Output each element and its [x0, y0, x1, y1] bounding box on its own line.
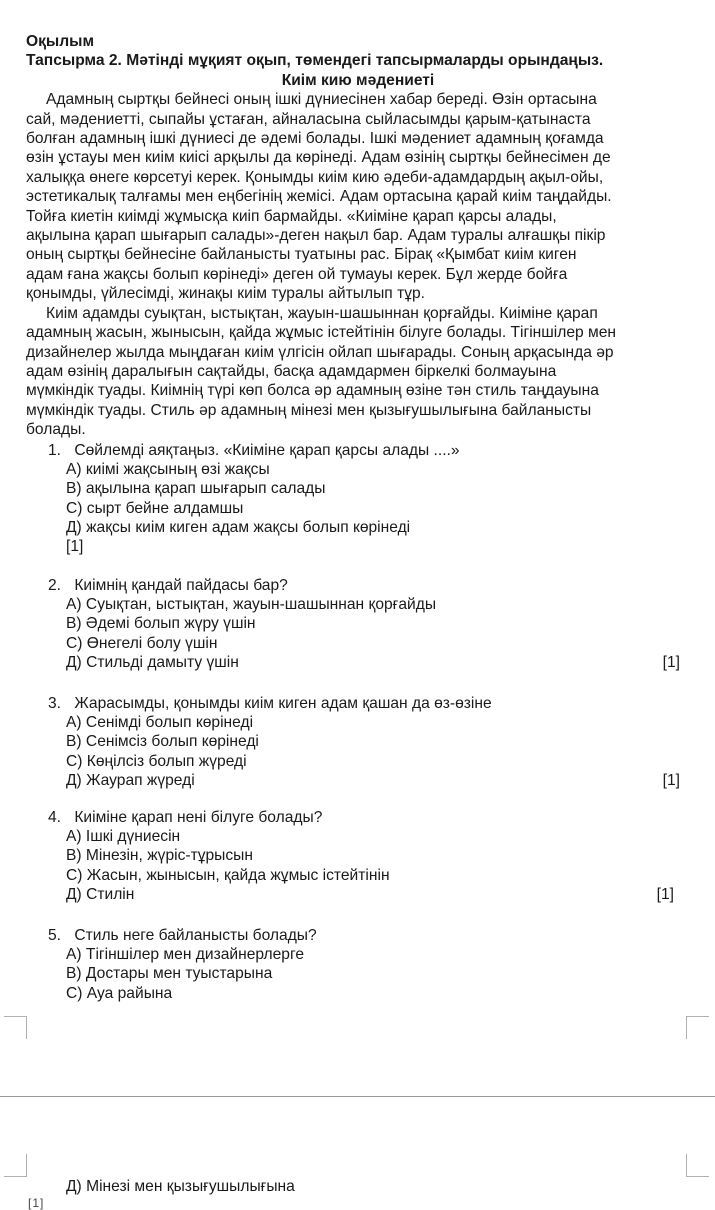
option-d-text: Д) Жаурап жүреді — [66, 771, 195, 789]
page-break-divider — [0, 1096, 715, 1097]
option-d-text: Д) Стильді дамыту үшін — [66, 653, 239, 671]
option-a: А) киімі жақсының өзі жақсы — [66, 461, 270, 479]
question-number: 5. — [48, 927, 62, 944]
crop-mark-bottom-left — [4, 1154, 27, 1177]
option-b: В) Сенімсіз болып көрінеді — [66, 733, 259, 751]
text-line: болады. — [26, 421, 86, 439]
option-d: Д) жақсы киім киген адам жақсы болып көрінеді — [66, 518, 411, 536]
cut-off-score-mark: [1] — [28, 1196, 45, 1210]
text-line: эстетикалық талғамы мен еңбегінің жемісі. Адам ортасына қарай киім таңдайды. — [26, 188, 612, 206]
text-line: адамның жасын, жынысын, қайда жұмыс істейтінін білуге болады. Тігіншілер мен — [26, 324, 617, 342]
paragraph-2 — [26, 304, 690, 440]
option-a: А) Ішкі дүниесін — [66, 828, 181, 846]
option-b: В) Достары мен туыстарына — [66, 965, 273, 983]
option-b: В) ақылына қарап шығарып салады — [66, 480, 326, 498]
score-mark: [1] — [662, 771, 680, 789]
question-3 — [48, 694, 680, 790]
option-d-question-5: Д) Мінезі мен қызығушылығына — [66, 1178, 295, 1195]
option-d — [48, 885, 680, 904]
question-text: Киімнің қандай пайдасы бар? — [74, 577, 288, 594]
section-heading: Оқылым — [26, 33, 95, 50]
task-heading: Тапсырма 2. Мәтінді мұқият оқып, төмендегі тапсырмаларды орындаңыз. — [26, 52, 604, 70]
question-2 — [48, 576, 680, 672]
question-1 — [48, 441, 680, 556]
question-prompt — [48, 441, 680, 460]
crop-mark-top-right — [686, 1016, 709, 1039]
option-c: С) Ауа райына — [66, 984, 173, 1002]
text-line: халыққа өнеге көрсетуі керек. Қонымды киім кию әдеби-адамдардың ақыл-ойы, — [26, 168, 604, 186]
option-b: В) Мінезін, жүріс-тұрысын — [66, 847, 254, 865]
question-prompt — [48, 808, 680, 827]
crop-mark-bottom-right — [686, 1154, 709, 1177]
question-number: 3. — [48, 695, 62, 712]
text-line: адам өзінің даралығын сақтайды, басқа адамдармен біркелкі болмауына — [26, 362, 557, 380]
text-line: мүмкіндік туады. Стиль әр адамның мінезі мен қызығушылығына байланысты — [26, 401, 592, 419]
question-prompt — [48, 926, 680, 945]
question-text: Сөйлемді аяқтаңыз. «Киіміне қарап қарсы алады ....» — [74, 442, 460, 459]
text-title: Киім кию мәдениеті — [281, 71, 435, 89]
text-line: болған адамның ішкі дүниесі де әдемі болады. Ішкі мәдениет адамның қоғамда — [26, 130, 604, 148]
option-a: А) Сенімді болып көрінеді — [66, 714, 254, 732]
text-line: сай, мәдениетті, сыпайы ұстаған, айналасына сыйласымды қарым-қатынаста — [26, 110, 591, 128]
question-5 — [48, 926, 680, 1003]
option-c: С) Көңілсіз болып жүреді — [66, 752, 247, 770]
question-number: 1. — [48, 442, 62, 459]
option-c: С) Өнегелі болу үшін — [66, 634, 218, 652]
text-line: өзін ұстауы мен киім киісі арқылы да көрінеді. Адам өзінің сыртқы бейнесімен де — [26, 149, 611, 167]
text-line: мүмкіндік туады. Киімнің түрі көп болса әр адамның өзіне тән стиль таңдауына — [26, 382, 599, 400]
crop-mark-top-left — [4, 1016, 27, 1039]
option-c: С) Жасын, жынысын, қайда жұмыс істейтінін — [66, 866, 390, 884]
text-line: Адамның сыртқы бейнесі оның ішкі дүниесінен хабар береді. Өзін ортасына — [46, 91, 597, 109]
question-text: Киіміне қарап нені білуге болады? — [74, 809, 323, 826]
text-line: ақылына қарап шығарып салады»-деген нақыл бар. Адам туралы алғашқы пікір — [26, 227, 606, 245]
question-number: 2. — [48, 577, 62, 594]
text-line: қонымды, үйлесімді, жинақы киім туралы айтылып тұр. — [26, 285, 426, 303]
option-c: С) сырт бейне алдамшы — [66, 499, 244, 517]
option-b: В) Әдемі болып жүру үшін — [66, 615, 256, 633]
option-d — [48, 771, 680, 790]
score-mark: [1] — [656, 885, 674, 903]
reading-text — [26, 32, 690, 440]
text-line: Киім адамды суықтан, ыстықтан, жауын-шашыннан қорғайды. Киіміне қарап — [46, 304, 598, 322]
option-a: А) Тігіншілер мен дизайнерлерге — [66, 946, 304, 964]
question-prompt — [48, 576, 680, 595]
score-mark: [1] — [66, 538, 84, 556]
text-line: дизайнелер жылда мыңдаған киім үлгісін ойлап шығарады. Соның арқасында әр — [26, 343, 614, 361]
text-line: адам ғана жақсы болып көрінеді» деген ой тумауы керек. Бұл жерде бойға — [26, 265, 568, 283]
option-d-text: Д) Стилін — [66, 885, 135, 903]
text-line: оның сыртқы бейнесіне байланысты туатыны рас. Бірақ «Қымбат киім киген — [26, 246, 577, 264]
text-line: Тойға киетін киімді жұмысқа киіп бармайды. «Киіміне қарап қарсы алады, — [26, 207, 557, 225]
question-number: 4. — [48, 809, 62, 826]
option-a: А) Суықтан, ыстықтан, жауын-шашыннан қорғайды — [66, 596, 437, 614]
paragraph-1 — [26, 90, 690, 303]
question-text: Стиль неге байланысты болады? — [74, 927, 317, 944]
question-4 — [48, 808, 680, 904]
score-mark: [1] — [662, 653, 680, 671]
option-d — [48, 653, 680, 672]
question-text: Жарасымды, қонымды киім киген адам қашан да өз-өзіне — [74, 695, 492, 712]
question-prompt — [48, 694, 680, 713]
